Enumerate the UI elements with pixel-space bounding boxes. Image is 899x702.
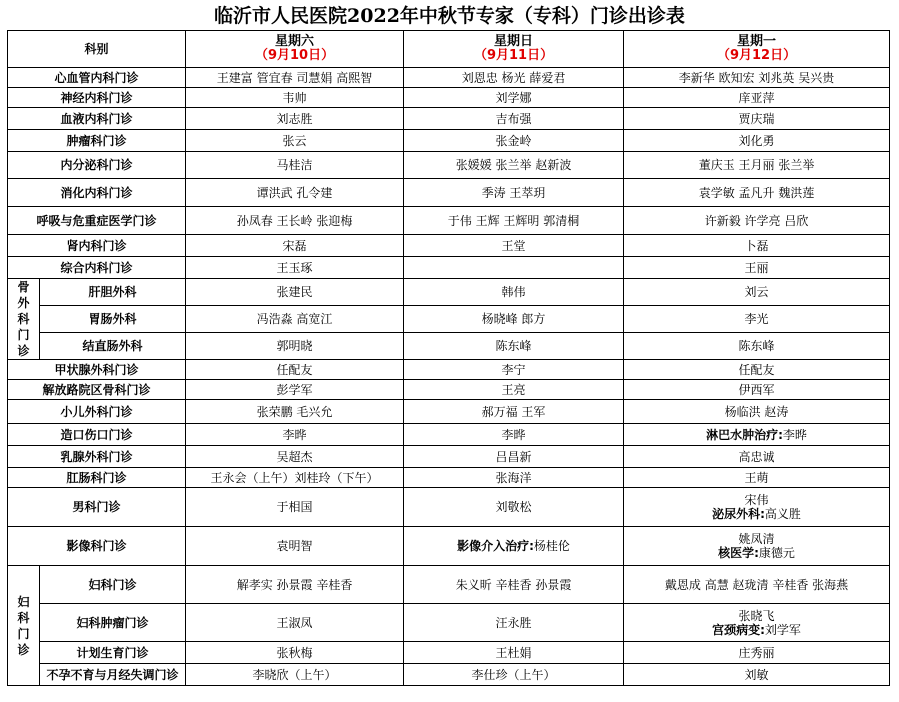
sat-cell: 吴超杰 <box>186 446 404 468</box>
table-row <box>8 664 890 686</box>
day-date: （9月10日） <box>254 48 335 63</box>
day-date: （9月12日） <box>716 48 797 63</box>
dept-cell: 甲状腺外科门诊 <box>8 360 186 380</box>
day-header-sat <box>186 31 404 68</box>
sat-cell: 李晓欣（上午） <box>186 664 404 686</box>
sun-cell <box>404 257 624 279</box>
sat-cell: 袁明智 <box>186 527 404 566</box>
mon-line: 姚凤清 <box>738 532 775 546</box>
table-row <box>8 207 890 235</box>
sun-cell: 张金岭 <box>404 130 624 152</box>
sun-tag: 影像介入治疗: <box>457 539 534 553</box>
dept-cell: 内分泌科门诊 <box>8 152 186 179</box>
group-label-bone <box>8 279 40 360</box>
dept-cell: 心血管内科门诊 <box>8 68 186 88</box>
dept-cell: 血液内科门诊 <box>8 108 186 130</box>
mon-cell: 贾庆瑞 <box>624 108 890 130</box>
sat-cell: 王淑凤 <box>186 604 404 642</box>
dept-cell: 综合内科门诊 <box>8 257 186 279</box>
sat-cell: 王永会（上午）刘桂玲（下午） <box>186 468 404 488</box>
sun-cell: 张媛媛 张兰举 赵新波 <box>404 152 624 179</box>
sun-cell: 朱义昕 辛桂香 孙景霞 <box>404 566 624 604</box>
mon-cell: 刘云 <box>624 279 890 306</box>
mon-cell: 李光 <box>624 306 890 333</box>
table-row <box>8 108 890 130</box>
table-row <box>8 604 890 642</box>
day-header-sun <box>404 31 624 68</box>
mon-value: 刘学军 <box>764 622 801 637</box>
dept-cell: 结直肠外科 <box>40 333 186 360</box>
dept-cell: 计划生育门诊 <box>40 642 186 664</box>
page-title: 临沂市人民医院2022年中秋节专家（专科）门诊出诊表 <box>214 5 685 27</box>
sun-cell: 陈东峰 <box>404 333 624 360</box>
sun-cell: 李仕珍（上午） <box>404 664 624 686</box>
mon-cell: 伊西军 <box>624 380 890 400</box>
sat-cell: 张建民 <box>186 279 404 306</box>
sat-cell: 于相国 <box>186 488 404 527</box>
table-row <box>8 130 890 152</box>
group-label-text: 骨外科门诊 <box>17 280 30 358</box>
sun-cell: 吕昌新 <box>404 446 624 468</box>
table-row <box>8 152 890 179</box>
table-row <box>8 235 890 257</box>
sun-cell: 张海洋 <box>404 468 624 488</box>
dept-cell: 肾内科门诊 <box>8 235 186 257</box>
dept-cell: 不孕不育与月经失调门诊 <box>40 664 186 686</box>
table-row <box>8 306 890 333</box>
mon-cell: 任配友 <box>624 360 890 380</box>
day-header-mon <box>624 31 890 68</box>
sat-cell: 谭洪武 孔令建 <box>186 179 404 207</box>
table-row <box>8 566 890 604</box>
mon-cell <box>624 527 890 566</box>
sun-cell: 王杜娟 <box>404 642 624 664</box>
mon-line: 宋伟 <box>744 493 769 507</box>
sun-cell: 杨晓峰 郎方 <box>404 306 624 333</box>
mon-cell: 袁学敏 孟凡升 魏洪莲 <box>624 179 890 207</box>
sun-cell: 于伟 王辉 王辉明 郭清桐 <box>404 207 624 235</box>
table-row <box>8 68 890 88</box>
mon-cell: 庄秀丽 <box>624 642 890 664</box>
mon-cell: 刘化勇 <box>624 130 890 152</box>
dept-cell: 乳腺外科门诊 <box>8 446 186 468</box>
table-row <box>8 360 890 380</box>
mon-tag: 泌尿外科: <box>712 507 765 521</box>
table-row <box>8 257 890 279</box>
table-row <box>8 527 890 566</box>
sat-cell: 张荣鹏 毛兴允 <box>186 400 404 424</box>
sat-cell: 韦帅 <box>186 88 404 108</box>
sun-cell: 韩伟 <box>404 279 624 306</box>
mon-cell: 许新毅 许学亮 吕欣 <box>624 207 890 235</box>
sat-cell: 马桂洁 <box>186 152 404 179</box>
dept-cell: 造口伤口门诊 <box>8 424 186 446</box>
mon-cell: 庠亚萍 <box>624 88 890 108</box>
table-row <box>8 642 890 664</box>
day-name: 星期六 <box>275 34 315 49</box>
dept-cell: 肛肠科门诊 <box>8 468 186 488</box>
dept-cell: 消化内科门诊 <box>8 179 186 207</box>
sat-cell: 张秋梅 <box>186 642 404 664</box>
dept-cell: 男科门诊 <box>8 488 186 527</box>
mon-tag: 淋巴水肿治疗: <box>706 427 783 442</box>
sun-cell: 刘敬松 <box>404 488 624 527</box>
mon-tag: 核医学: <box>718 546 759 560</box>
mon-cell: 王萌 <box>624 468 890 488</box>
mon-cell: 董庆玉 王月丽 张兰举 <box>624 152 890 179</box>
sun-cell: 季涛 王萃玥 <box>404 179 624 207</box>
table-row <box>8 424 890 446</box>
dept-cell: 胃肠外科 <box>40 306 186 333</box>
sun-value: 杨桂伦 <box>533 539 570 553</box>
sat-cell: 郭明晓 <box>186 333 404 360</box>
table-row <box>8 279 890 306</box>
day-name: 星期一 <box>737 34 777 49</box>
table-row <box>8 88 890 108</box>
sun-cell: 李晔 <box>404 424 624 446</box>
sat-cell: 王建富 管宜春 司慧娟 高熙智 <box>186 68 404 88</box>
dept-cell: 妇科门诊 <box>40 566 186 604</box>
dept-cell: 解放路院区骨科门诊 <box>8 380 186 400</box>
sun-cell: 郝万福 王军 <box>404 400 624 424</box>
mon-value: 康德元 <box>758 546 795 560</box>
sat-cell: 彭学军 <box>186 380 404 400</box>
mon-cell: 李新华 欧知宏 刘兆英 吴兴贵 <box>624 68 890 88</box>
mon-cell: 王丽 <box>624 257 890 279</box>
mon-cell <box>624 488 890 527</box>
mon-cell: 卜磊 <box>624 235 890 257</box>
mon-cell: 高忠诚 <box>624 446 890 468</box>
table-row <box>8 333 890 360</box>
sat-cell: 解孝实 孙景霞 辛桂香 <box>186 566 404 604</box>
sat-cell: 张云 <box>186 130 404 152</box>
group-label-gyn <box>8 566 40 686</box>
day-date: （9月11日） <box>473 48 554 63</box>
day-name: 星期日 <box>494 34 534 49</box>
table-row <box>8 488 890 527</box>
dept-cell: 小儿外科门诊 <box>8 400 186 424</box>
mon-cell: 刘敏 <box>624 664 890 686</box>
sat-cell: 任配友 <box>186 360 404 380</box>
mon-value: 李晔 <box>782 427 807 442</box>
mon-cell: 杨临洪 赵涛 <box>624 400 890 424</box>
mon-cell: 戴恩成 高慧 赵珑清 辛桂香 张海燕 <box>624 566 890 604</box>
table-row <box>8 179 890 207</box>
dept-cell: 神经内科门诊 <box>8 88 186 108</box>
dept-column-header: 科别 <box>8 31 186 68</box>
mon-value: 高义胜 <box>764 507 801 521</box>
sun-cell: 汪永胜 <box>404 604 624 642</box>
sun-cell: 王亮 <box>404 380 624 400</box>
header-row <box>8 31 890 68</box>
dept-cell: 肝胆外科 <box>40 279 186 306</box>
mon-tag: 宫颈病变: <box>712 622 765 637</box>
sun-cell <box>404 527 624 566</box>
sun-cell: 刘恩忠 杨光 薛爱君 <box>404 68 624 88</box>
dept-cell: 肿瘤科门诊 <box>8 130 186 152</box>
sat-cell: 李晔 <box>186 424 404 446</box>
dept-cell: 呼吸与危重症医学门诊 <box>8 207 186 235</box>
table-row <box>8 380 890 400</box>
table-row <box>8 446 890 468</box>
sat-cell: 王玉琢 <box>186 257 404 279</box>
sat-cell: 孙凤春 王长岭 张迎梅 <box>186 207 404 235</box>
sat-cell: 刘志胜 <box>186 108 404 130</box>
sun-cell: 刘学娜 <box>404 88 624 108</box>
table-row <box>8 468 890 488</box>
table-row <box>8 400 890 424</box>
sat-cell: 宋磊 <box>186 235 404 257</box>
dept-cell: 妇科肿瘤门诊 <box>40 604 186 642</box>
mon-cell <box>624 424 890 446</box>
sun-cell: 吉布强 <box>404 108 624 130</box>
sun-cell: 王堂 <box>404 235 624 257</box>
dept-cell: 影像科门诊 <box>8 527 186 566</box>
schedule-table <box>7 30 890 686</box>
mon-line: 张晓飞 <box>738 608 775 623</box>
mon-cell <box>624 604 890 642</box>
sun-cell: 李宁 <box>404 360 624 380</box>
sat-cell: 冯浩淼 高宽江 <box>186 306 404 333</box>
mon-cell: 陈东峰 <box>624 333 890 360</box>
group-label-text: 妇科门诊 <box>17 594 30 657</box>
